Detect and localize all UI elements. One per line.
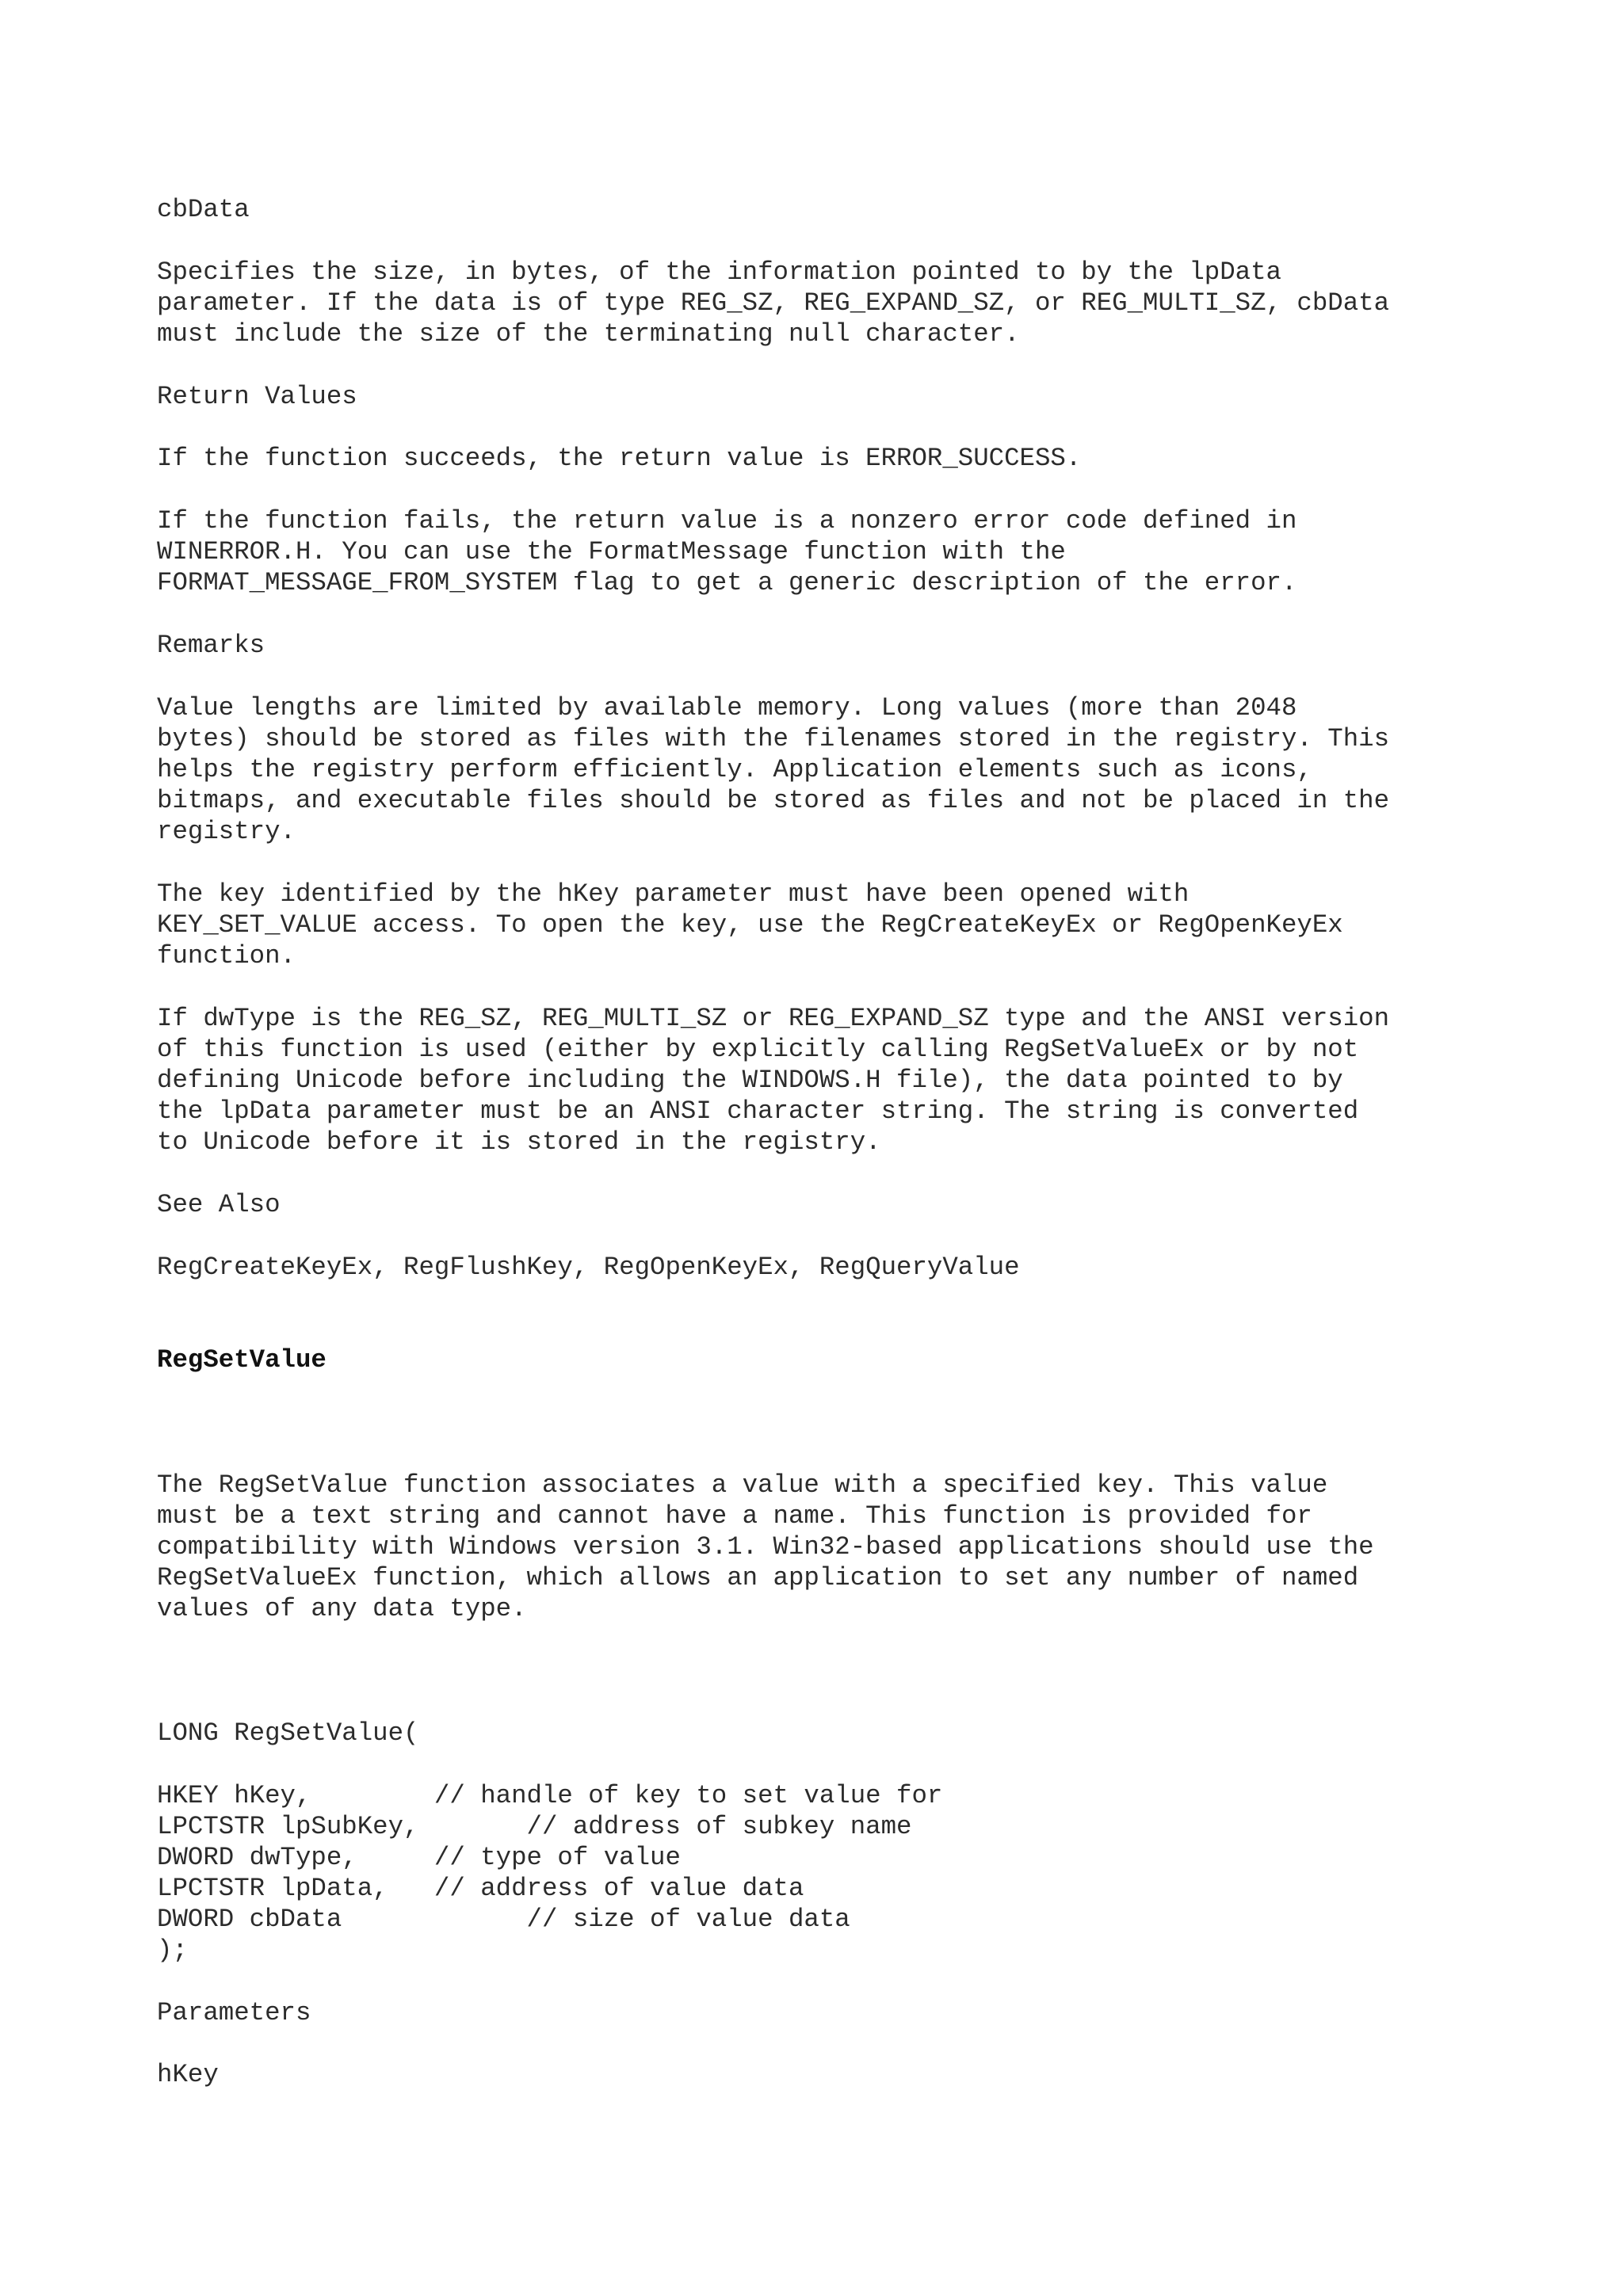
remarks-p3-line-4: the lpData parameter must be an ANSI character string. The string is converted [157, 1097, 1359, 1126]
param-name-cbdata: cbData [157, 195, 250, 224]
remarks-p1-line-3: helps the registry perform efficiently. Application elements such as icons, [157, 755, 1312, 784]
signature-param-lpsubkey: LPCTSTR lpSubKey, // address of subkey name [157, 1812, 912, 1841]
return-success-text: If the function succeeds, the return value is ERROR_SUCCESS. [157, 444, 1082, 473]
see-also-list: RegCreateKeyEx, RegFlushKey, RegOpenKeyEx, RegQueryValue [157, 1253, 1020, 1282]
remarks-p3-line-1: If dwType is the REG_SZ, REG_MULTI_SZ or REG_EXPAND_SZ type and the ANSI version [157, 1004, 1390, 1033]
heading-remarks: Remarks [157, 631, 265, 660]
remarks-p3-line-3: defining Unicode before including the WINDOWS.H file), the data pointed to by [157, 1066, 1343, 1095]
signature-param-hkey: HKEY hKey, // handle of key to set value for [157, 1781, 943, 1810]
remarks-p3-line-5: to Unicode before it is stored in the registry. [157, 1127, 881, 1157]
regsetvalue-desc-line-1: The RegSetValue function associates a value with a specified key. This value [157, 1470, 1328, 1500]
signature-close: ); [157, 1936, 188, 1965]
remarks-p1-line-5: registry. [157, 817, 296, 846]
return-fail-line-1: If the function fails, the return value is a nonzero error code defined in [157, 506, 1297, 536]
regsetvalue-desc-line-4: RegSetValueEx function, which allows an application to set any number of named [157, 1563, 1359, 1592]
function-title-regsetvalue: RegSetValue [157, 1345, 327, 1375]
cbdata-desc-line-2: parameter. If the data is of type REG_SZ, REG_EXPAND_SZ, or REG_MULTI_SZ, cbData [157, 288, 1390, 318]
param-name-hkey: hKey [157, 2060, 219, 2089]
heading-parameters: Parameters [157, 1998, 311, 2027]
remarks-p1-line-1: Value lengths are limited by available memory. Long values (more than 2048 [157, 693, 1297, 723]
signature-open: LONG RegSetValue( [157, 1718, 419, 1748]
return-fail-line-3: FORMAT_MESSAGE_FROM_SYSTEM flag to get a generic description of the error. [157, 568, 1297, 597]
return-fail-line-2: WINERROR.H. You can use the FormatMessage function with the [157, 537, 1066, 566]
regsetvalue-desc-line-5: values of any data type. [157, 1594, 527, 1623]
remarks-p1-line-4: bitmaps, and executable files should be stored as files and not be placed in the [157, 786, 1390, 815]
remarks-p1-line-2: bytes) should be stored as files with the filenames stored in the registry. This [157, 724, 1390, 753]
heading-see-also: See Also [157, 1190, 281, 1219]
signature-param-cbdata: DWORD cbData // size of value data [157, 1905, 850, 1934]
remarks-p2-line-1: The key identified by the hKey parameter must have been opened with [157, 879, 1190, 909]
remarks-p3-line-2: of this function is used (either by explicitly calling RegSetValueEx or by not [157, 1035, 1359, 1064]
signature-param-dwtype: DWORD dwType, // type of value [157, 1843, 681, 1872]
signature-param-lpdata: LPCTSTR lpData, // address of value data [157, 1874, 804, 1903]
regsetvalue-desc-line-3: compatibility with Windows version 3.1. Win32-based applications should use the [157, 1532, 1374, 1562]
remarks-p2-line-2: KEY_SET_VALUE access. To open the key, use the RegCreateKeyEx or RegOpenKeyEx [157, 910, 1343, 940]
remarks-p2-line-3: function. [157, 941, 296, 971]
regsetvalue-desc-line-2: must be a text string and cannot have a name. This function is provided for [157, 1501, 1312, 1531]
cbdata-desc-line-1: Specifies the size, in bytes, of the information pointed to by the lpData [157, 257, 1281, 287]
heading-return-values: Return Values [157, 382, 357, 411]
cbdata-desc-line-3: must include the size of the terminating null character. [157, 319, 1020, 349]
